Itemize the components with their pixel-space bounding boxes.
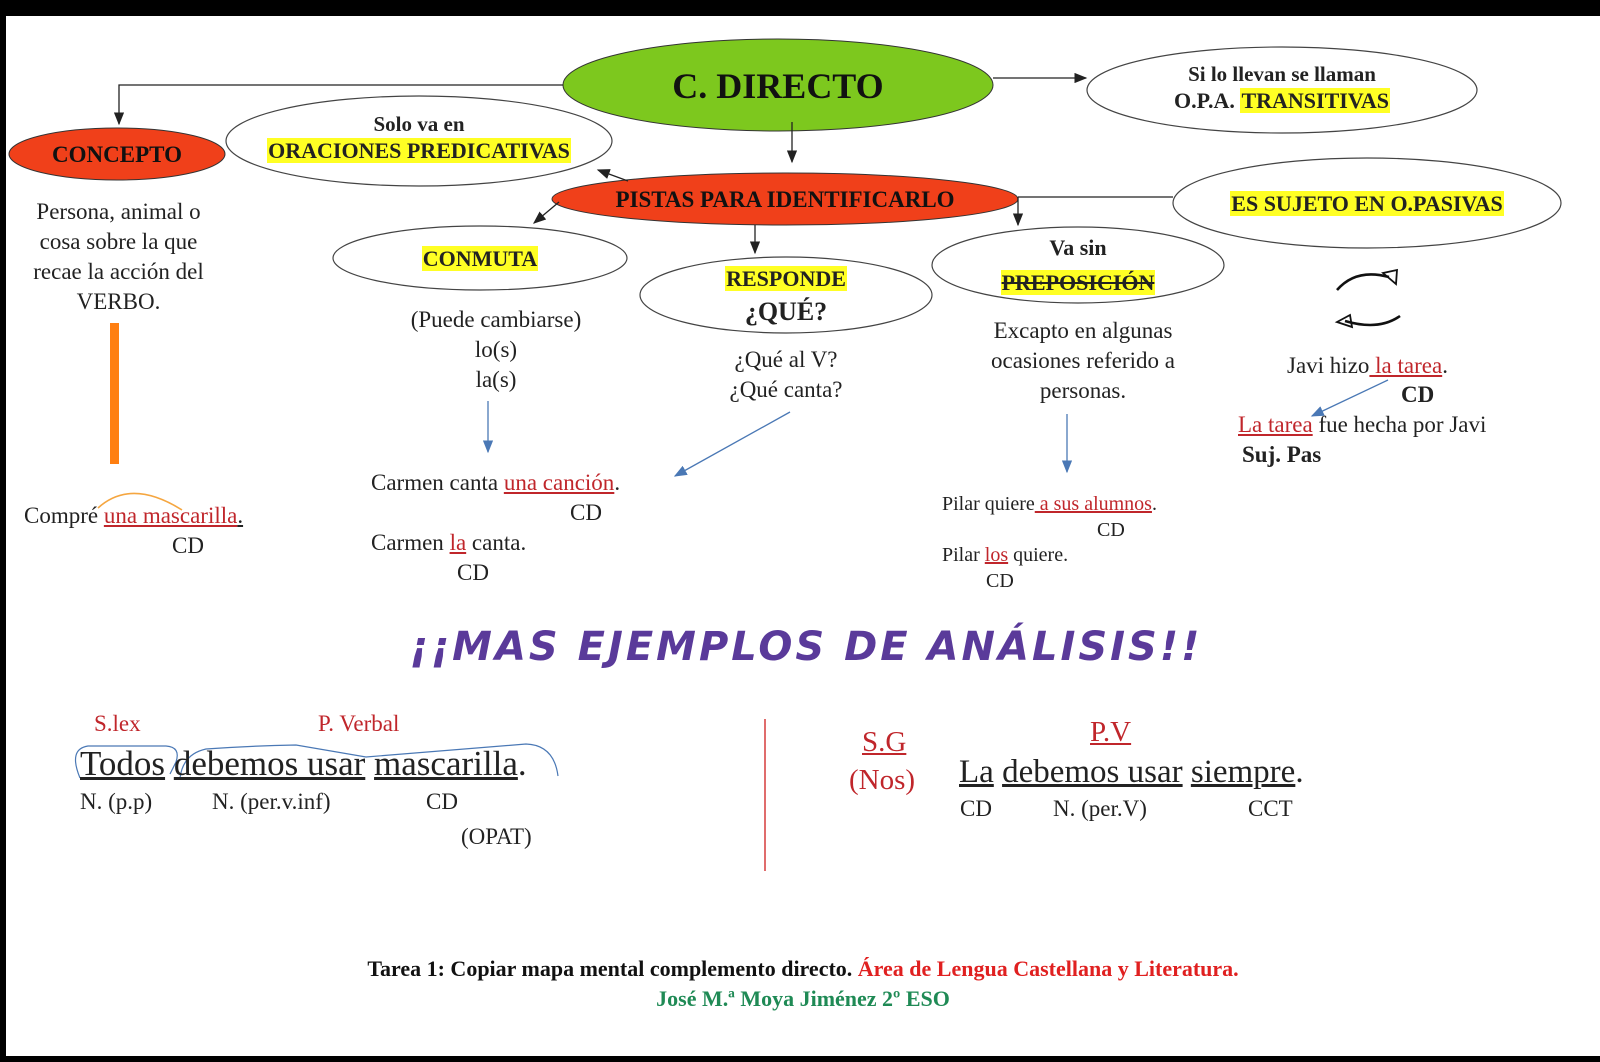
left-word-debemos-usar: debemos usar: [173, 744, 366, 783]
concepto-example-suffix: .: [237, 503, 244, 528]
right-sentence: [959, 754, 1304, 791]
footer-area: Área de Lengua Castellana y Literatura.: [857, 956, 1239, 981]
preposicion-node-label1: Va sin: [1049, 235, 1107, 260]
arrow-responde-example: [675, 412, 790, 476]
right-word-la: La: [959, 754, 994, 790]
conmuta-highlight: CONMUTA: [422, 246, 538, 271]
pilar-example2-prefix: Pilar: [942, 544, 985, 566]
footer-task: Tarea 1: Copiar mapa mental complemento directo.: [367, 956, 853, 981]
right-word-siempre: siempre: [1190, 754, 1296, 790]
right-tag-cct: CCT: [1248, 796, 1293, 821]
carmen-example1-suffix: .: [614, 470, 621, 495]
responde-node-label2: ¿QUÉ?: [744, 297, 828, 326]
pilar-example2: [942, 544, 1068, 567]
left-sentence-period: .: [517, 744, 527, 783]
concepto-example-prefix: Compré: [24, 503, 104, 528]
opa-highlight: TRANSITIVAS: [1241, 88, 1389, 113]
responde-line1: ¿Qué al V?: [734, 347, 838, 372]
left-label-sujeto: S.lex: [94, 711, 141, 736]
mind-map-canvas: [6, 16, 1600, 1056]
pilar-example1-tag: CD: [1097, 519, 1125, 541]
right-label-predicado: P.V: [1090, 716, 1132, 748]
concepto-example-tag: CD: [172, 533, 204, 558]
preposicion-line1: Excapto en algunas: [993, 318, 1173, 343]
preposicion-highlight: PREPOSICIÓN: [1001, 270, 1155, 295]
pilar-example2-cd: los: [984, 544, 1009, 566]
right-label-sujeto: S.G: [862, 726, 907, 758]
conmuta-line1: (Puede cambiarse): [410, 307, 582, 332]
javi-example2: [1238, 412, 1486, 438]
right-label-sujeto-note: (Nos): [849, 764, 916, 796]
right-tag-nucleus-verb: N. (per.V): [1053, 796, 1147, 821]
connector-layer: [6, 16, 1600, 1056]
footer-task-line: [6, 956, 1600, 982]
javi-example1: [1287, 353, 1448, 379]
carmen-example1-cd: una canción: [503, 470, 615, 495]
left-word-mascarilla: mascarilla: [374, 744, 518, 783]
preposicion-line2: ocasiones referido a: [991, 348, 1175, 373]
pilar-example2-suffix: quiere.: [1008, 544, 1069, 566]
connector-pistas-predicativas: [598, 170, 628, 181]
right-tag-cd: CD: [960, 796, 992, 821]
conmuta-node-label: [333, 246, 627, 272]
concepto-definition-line1: Persona, animal o: [36, 199, 201, 224]
carmen-example1: [371, 470, 620, 496]
left-tag-nucleus-verb: N. (per.v.inf): [212, 789, 331, 814]
pilar-example1: [942, 493, 1157, 516]
left-word-todos: Todos: [80, 744, 166, 783]
conmuta-line3: la(s): [475, 367, 517, 392]
opa-node-line2: [1087, 88, 1477, 114]
javi-example2-tag: Suj. Pas: [1242, 442, 1322, 467]
examples-heading: ¡¡MAS EJEMPLOS DE ANÁLISIS!!: [409, 624, 1203, 670]
carmen-example2-prefix: Carmen: [371, 530, 450, 555]
preposicion-line3: personas.: [1039, 378, 1127, 403]
carmen-example2-suffix: canta.: [466, 530, 527, 555]
right-sentence-period: .: [1295, 754, 1304, 790]
left-label-predicado: P. Verbal: [318, 711, 400, 736]
javi-example1-prefix: Javi hizo: [1287, 353, 1370, 378]
preposicion-node-label2: [932, 270, 1224, 296]
concepto-node-label: CONCEPTO: [52, 142, 182, 167]
javi-example1-suffix: .: [1442, 353, 1448, 378]
carmen-example2: [371, 530, 526, 556]
javi-example1-tag: CD: [1401, 382, 1435, 407]
carmen-example1-tag: CD: [570, 500, 602, 525]
carmen-example2-cd: la: [449, 530, 467, 555]
pasivas-node-label: [1173, 191, 1561, 217]
conmuta-line2: lo(s): [474, 337, 518, 362]
opa-prefix: O.P.A.: [1174, 88, 1241, 113]
predicativas-highlight: ORACIONES PREDICATIVAS: [268, 138, 570, 163]
responde-node-label1: [640, 266, 932, 292]
opa-node-line1: Si lo llevan se llaman: [1188, 62, 1376, 86]
predicativas-line2: [226, 138, 612, 164]
concepto-definition-line2: cosa sobre la que: [39, 229, 198, 254]
pasivas-highlight: ES SUJETO EN O.PASIVAS: [1231, 191, 1503, 216]
cycle-arrows-icon: [1337, 270, 1400, 327]
pistas-node-label: PISTAS PARA IDENTIFICARLO: [615, 187, 955, 212]
responde-highlight: RESPONDE: [726, 266, 846, 291]
concepto-definition-line4: VERBO.: [76, 289, 161, 314]
arrow-pasivas-example: [1312, 380, 1388, 416]
concepto-example: [24, 503, 243, 529]
carmen-example2-tag: CD: [457, 560, 489, 585]
javi-example2-cd: La tarea: [1238, 412, 1313, 437]
concepto-orange-bar: [110, 323, 119, 464]
pilar-example1-cd: a sus alumnos: [1034, 493, 1152, 515]
pilar-example1-prefix: Pilar quiere: [942, 493, 1035, 515]
right-word-debemos-usar: debemos usar: [1002, 754, 1183, 790]
concepto-example-cd: una mascarilla: [103, 503, 238, 528]
left-tag-opat: (OPAT): [461, 824, 532, 849]
concepto-definition-line3: recae la acción del: [33, 259, 204, 284]
javi-example1-cd: la tarea: [1369, 353, 1443, 378]
pilar-example1-suffix: .: [1151, 493, 1157, 515]
predicativas-line1: Solo va en: [373, 112, 465, 136]
footer-author: José M.ª Moya Jiménez 2º ESO: [656, 986, 950, 1011]
left-tag-nucleus-subject: N. (p.p): [80, 789, 153, 814]
pilar-example2-tag: CD: [986, 570, 1014, 592]
carmen-example1-prefix: Carmen canta: [371, 470, 504, 495]
left-sentence: [80, 744, 527, 784]
responde-line2: ¿Qué canta?: [729, 377, 843, 402]
javi-example2-suffix: fue hecha por Javi: [1312, 412, 1487, 437]
left-tag-cd: CD: [426, 789, 458, 814]
central-node-label: C. DIRECTO: [672, 66, 884, 106]
